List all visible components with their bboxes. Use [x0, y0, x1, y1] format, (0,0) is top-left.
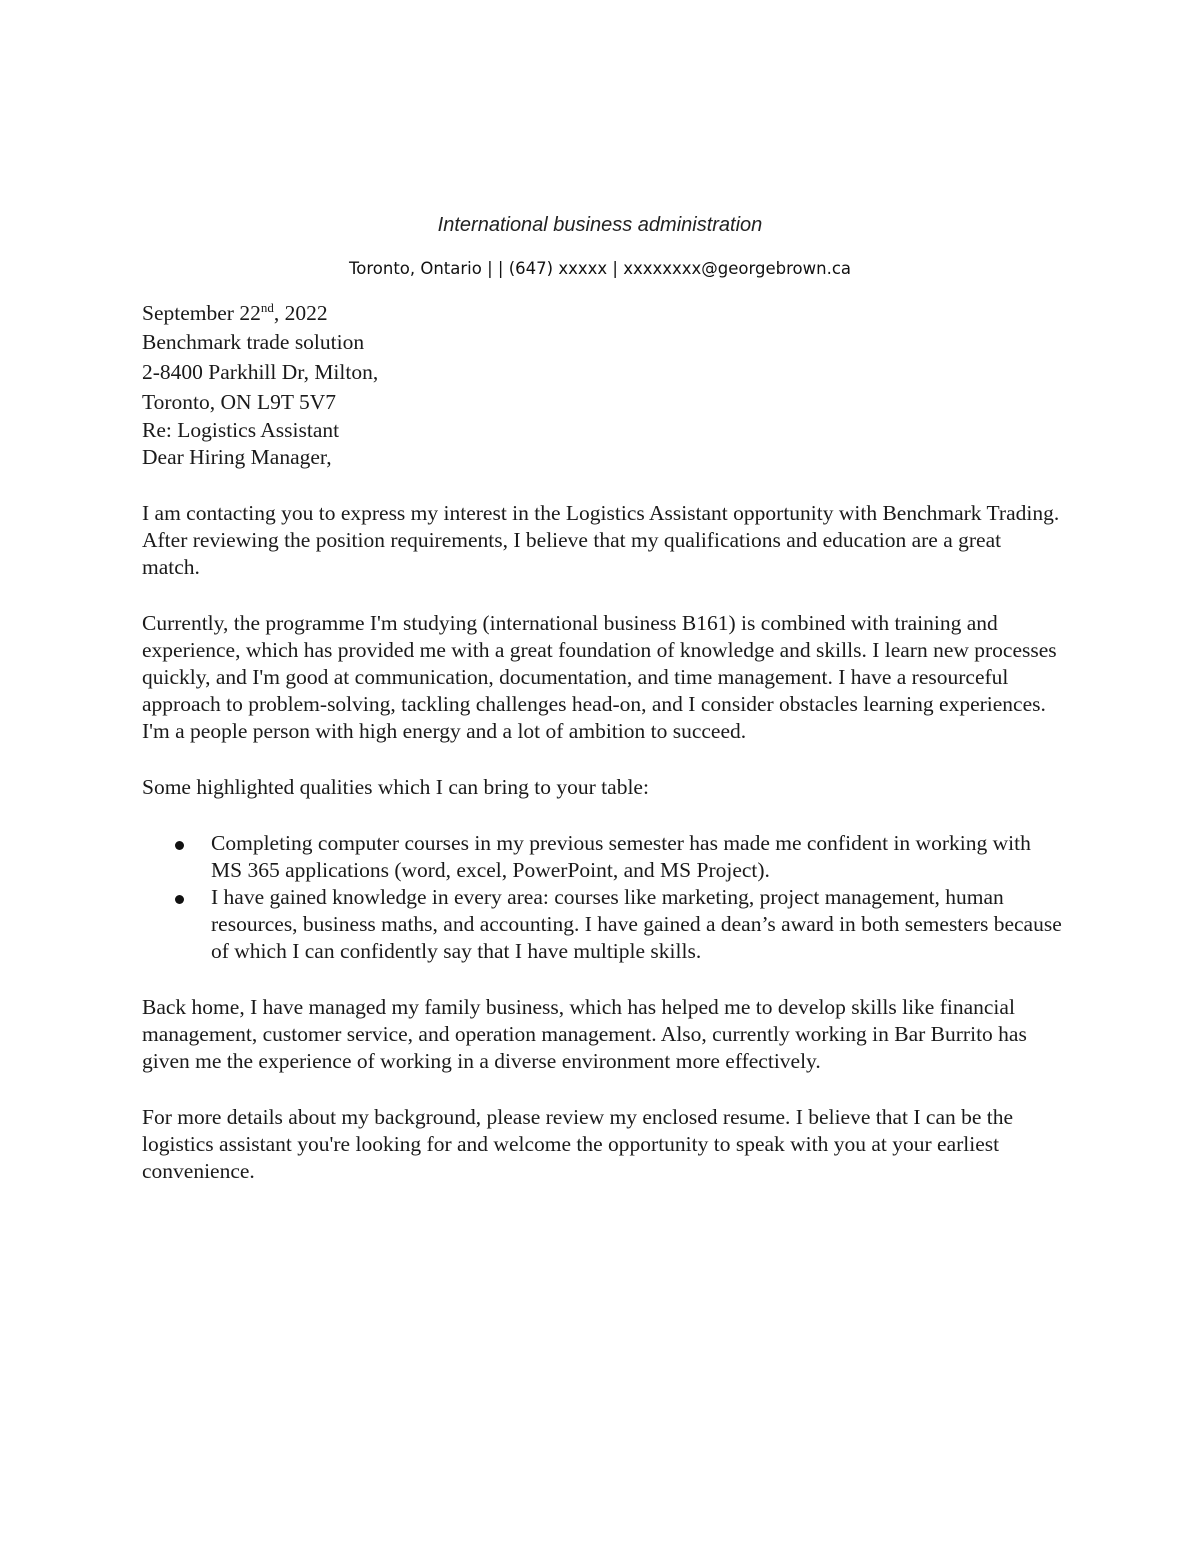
paragraph-introduction: I am contacting you to express my interest in the Logistics Assistant opportunity with Benchmark Trading. After reviewing the position requirements, I believe that my qualifications and education are a great match.: [142, 501, 1060, 579]
list-item-text: Completing computer courses in my previous semester has made me confident in working with MS 365 applications (word, excel, PowerPoint, and MS Project).: [211, 831, 1031, 882]
header-subtitle: International business administration: [437, 214, 763, 236]
list-item: [142, 884, 1062, 965]
list-item-text: I have gained knowledge in every area: courses like marketing, project management, human resources, business maths, and accounting. I have gained a dean’s award in both semesters because of which I can confidently say that I have multiple skills.: [211, 885, 1062, 963]
qualities-list: [142, 830, 1062, 965]
paragraph-education: Currently, the programme I'm studying (international business B161) is combined with training and experience, which has provided me with a great foundation of knowledge and skills. I learn new processes quickly, and I'm good at communication, documentation, and time management. I have a resourceful approach to problem-solving, tackling challenges head-on, and I consider obstacles learning experiences. I'm a people person with high energy and a lot of ambition to succeed.: [142, 611, 1057, 743]
date-ordinal-suffix: nd: [260, 299, 274, 315]
date-day-month: September 22: [142, 301, 261, 325]
subject-line: Re: Logistics Assistant: [142, 418, 340, 442]
header-contact-line: Toronto, Ontario | | (647) xxxxx | xxxxxxxx@georgebrown.ca: [348, 259, 852, 278]
salutation: Dear Hiring Manager,: [142, 445, 332, 469]
paragraph-closing: For more details about my background, please review my enclosed resume. I believe that I can be the logistics assistant you're looking for and welcome the opportunity to speak with you at your earliest convenience.: [142, 1105, 1014, 1183]
date-year: , 2022: [273, 301, 328, 325]
recipient-street: 2-8400 Parkhill Dr, Milton,: [142, 360, 379, 384]
paragraph-qualities-intro: Some highlighted qualities which I can bring to your table:: [142, 775, 649, 799]
bullet-dot-icon: [175, 841, 184, 850]
paragraph-experience: Back home, I have managed my family business, which has helped me to develop skills like financial management, customer service, and operation management. Also, currently working in Bar Burrito has given me the experience of working in a diverse environment more effectively.: [142, 995, 1027, 1073]
list-item: [142, 830, 1062, 884]
recipient-city: Toronto, ON L9T 5V7: [142, 390, 336, 414]
bullet-dot-icon: [175, 895, 184, 904]
letter-date: [142, 300, 1062, 327]
recipient-address: [142, 327, 1062, 417]
letter-body: [142, 300, 1062, 1185]
recipient-company: Benchmark trade solution: [142, 330, 365, 354]
